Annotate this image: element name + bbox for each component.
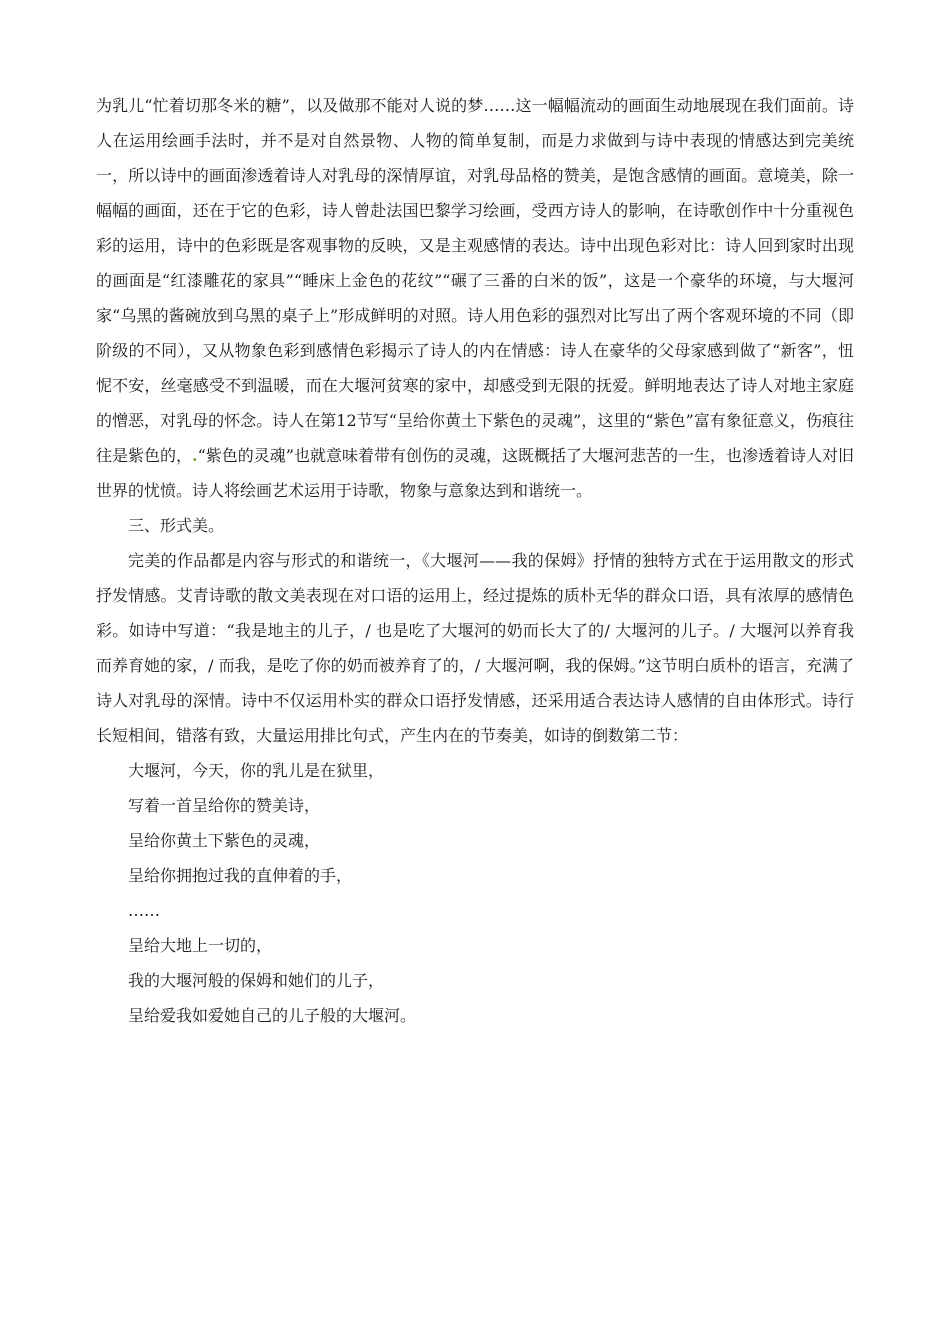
paragraph-imagery-color (96, 88, 854, 508)
paragraph-imagery-color-text: 为乳儿“忙着切那冬米的糖”，以及做那不能对人说的梦……这一幅幅流动的画面生动地展现在我们面前。诗人在运用绘画手法时，并不是对自然景物、人物的简单复制，而是力求做到与诗中表现的情感达到完美统一，所以诗中的画面渗透着诗人对乳母的深情厚谊，对乳母品格的赞美，是饱含感情的画面。意境美，除一幅幅的画面，还在于它的色彩，诗人曾赴法国巴黎学习绘画，受西方诗人的影响，在诗歌创作中十分重视色彩的运用，诗中的色彩既是客观事物的反映，又是主观感情的表达。诗中出现色彩对比：诗人回到家时出现的画面是“红漆雕花的家具”“睡床上金色的花纹”“碾了三番的白米的饭”，这是一个豪华的环境，与大堰河家“乌黑的酱碗放到乌黑的桌子上”形成鲜明的对照。诗人用色彩的强烈对比写出了两个客观环境的不同（即阶级的不同），又从物象色彩到感情色彩揭示了诗人的内在情感：诗人在豪华的父母家感到做了“新客”，忸怩不安，丝毫感受不到温暖，而在大堰河贫寒的家中，却感受到无限的抚爱。鲜明地表达了诗人对地主家庭的憎恶，对乳母的怀念。诗人在第12节写“呈给你黄土下紫色的灵魂”，这里的“紫色”富有象征意义，伤痕往往是紫色的， (96, 96, 854, 465)
paragraph-imagery-color-tail: “紫色的灵魂”也就意味着带有创伤的灵魂，这既概括了大堰河悲苦的一生，也渗透着诗人对旧世界的忧愤。诗人将绘画艺术运用于诗歌，物象与意象达到和谐统一。 (96, 446, 854, 500)
poem-line: 我的大堰河般的保姆和她们的儿子， (128, 971, 385, 990)
poem-ellipsis: …… (128, 901, 160, 920)
green-dot-mark: . (192, 446, 198, 465)
document-page (96, 88, 854, 1033)
paragraph-form-beauty: 完美的作品都是内容与形式的和谐统一，《大堰河——我的保姆》抒情的独特方式在于运用散文的形式抒发情感。艾青诗歌的散文美表现在对口语的运用上，经过提炼的质朴无华的群众口语，具有浓厚的感情色彩。如诗中写道：“我是地主的儿子，/ 也是吃了大堰河的奶而长大了的/ 大堰河的儿子。/ 大堰河以养育我而养育她的家，/ 而我，是吃了你的奶而被养育了的，/ 大堰河啊，我的保姆。”这节明白质朴的语言，充满了诗人对乳母的深情。诗中不仅运用朴实的群众口语抒发情感，还采用适合表达诗人感情的自由体形式。诗行长短相间，错落有致，大量运用排比句式，产生内在的节奏美，如诗的倒数第二节： (96, 551, 854, 745)
section-heading-form-beauty: 三、形式美。 (128, 516, 225, 535)
poem-line: 大堰河，今天，你的乳儿是在狱里， (128, 761, 385, 780)
poem-line: 呈给你拥抱过我的直伸着的手， (128, 866, 353, 885)
poem-excerpt (96, 753, 854, 1033)
poem-line: 呈给你黄土下紫色的灵魂， (128, 831, 321, 850)
poem-line: 呈给爱我如爱她自己的儿子般的大堰河。 (128, 1006, 417, 1025)
poem-line: 呈给大地上一切的， (128, 936, 273, 955)
poem-line: 写着一首呈给你的赞美诗， (128, 796, 321, 815)
